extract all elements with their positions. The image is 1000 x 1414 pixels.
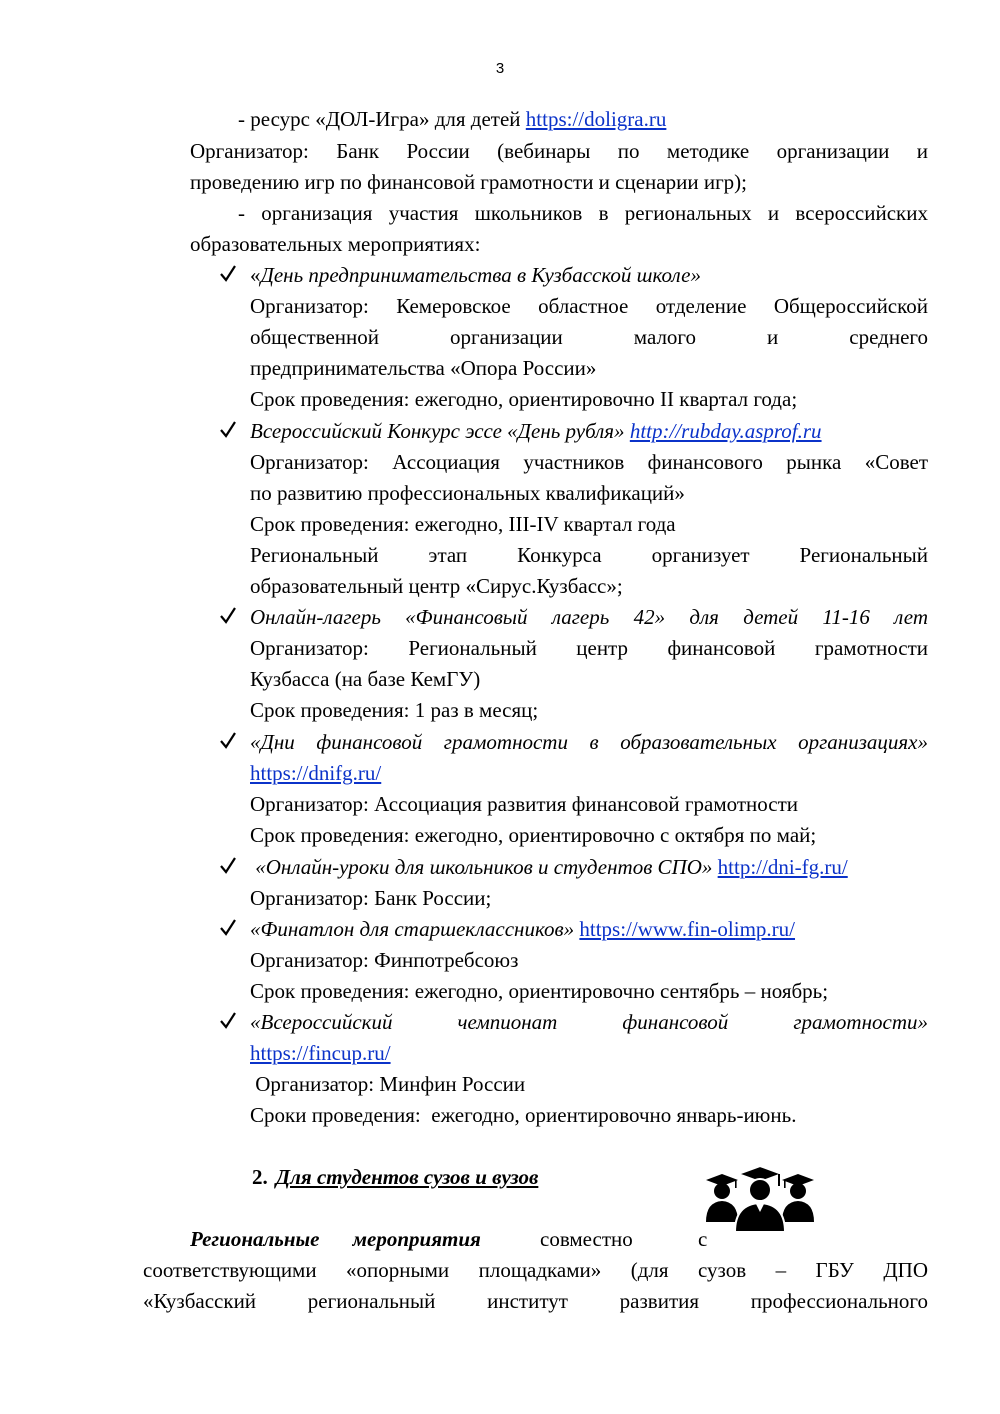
regional-line1 bbox=[190, 1224, 708, 1255]
item6-term: Срок проведения: ежегодно, ориентировочно сентябрь – ноябрь; bbox=[250, 979, 829, 1003]
item1-title-text: День предпринимательства в Кузбасской школе» bbox=[260, 263, 702, 287]
item5-org: Организатор: Банк России; bbox=[250, 886, 492, 910]
item2-link[interactable]: http://rubday.asprof.ru bbox=[629, 419, 822, 443]
item3-org-line1: Организатор: Региональный центр финансовой грамотности bbox=[250, 636, 928, 660]
item2-title-text: Всероссийский Конкурс эссе «День рубля» bbox=[250, 419, 625, 443]
checkmark-icon bbox=[220, 264, 236, 282]
section2-heading bbox=[252, 1162, 538, 1193]
org-bank-line1: Организатор: Банк России (вебинары по методике организации и bbox=[190, 139, 928, 163]
org-bank-line2: проведению игр по финансовой грамотности и сценарии игр); bbox=[190, 170, 748, 194]
checkmark-icon bbox=[220, 731, 236, 749]
item4-term: Срок проведения: ежегодно, ориентировочно с октября по май; bbox=[250, 823, 817, 847]
item3-title: Онлайн-лагерь «Финансовый лагерь 42» для детей 11-16 лет bbox=[250, 605, 928, 629]
regional-rest1: совместно с bbox=[540, 1227, 708, 1251]
checkmark-icon bbox=[220, 606, 236, 624]
item1-org-line2: общественной организации малого и среднего bbox=[250, 325, 928, 349]
item6-org: Организатор: Финпотребсоюз bbox=[250, 948, 519, 972]
item7-org: Организатор: Минфин России bbox=[250, 1072, 526, 1096]
item1-quote: « bbox=[250, 263, 261, 287]
item2-extra-line1: Региональный этап Конкурса организует Региональный bbox=[250, 543, 928, 567]
section2-title: Для студентов сузов и вузов bbox=[275, 1165, 539, 1189]
item5-title-text: «Онлайн-уроки для школьников и студентов СПО» bbox=[250, 855, 713, 879]
item4-link[interactable]: https://dnifg.ru/ bbox=[250, 761, 382, 785]
item2-title bbox=[250, 416, 822, 447]
page-number: 3 bbox=[495, 60, 505, 77]
item6-link[interactable]: https://www.fin-olimp.ru/ bbox=[579, 917, 796, 941]
item1-org-line1: Организатор: Кемеровское областное отделение Общероссийской bbox=[250, 294, 928, 318]
dol-link[interactable]: https://doligra.ru bbox=[525, 107, 667, 131]
checkmark-icon bbox=[220, 918, 236, 936]
item5-link[interactable]: http://dni-fg.ru/ bbox=[717, 855, 848, 879]
dol-text: - ресурс «ДОЛ-Игра» для детей bbox=[238, 107, 526, 131]
dol-resource-line bbox=[238, 104, 666, 135]
item2-extra-line2: образовательный центр «Сирус.Кузбасс»; bbox=[250, 574, 623, 598]
item6-title bbox=[250, 914, 795, 945]
item7-link-line bbox=[250, 1038, 391, 1069]
item3-org-line2: Кузбасса (на базе КемГУ) bbox=[250, 667, 481, 691]
item7-term: Сроки проведения: ежегодно, ориентировочно январь-июнь. bbox=[250, 1103, 797, 1127]
graduates-icon bbox=[702, 1166, 818, 1232]
checkmark-icon bbox=[220, 856, 236, 874]
regional-line2: соответствующими «опорными площадками» (для сузов – ГБУ ДПО bbox=[143, 1258, 928, 1282]
item2-org-line1: Организатор: Ассоциация участников финансового рынка «Совет bbox=[250, 450, 928, 474]
item4-link-line bbox=[250, 758, 381, 789]
item1-term: Срок проведения: ежегодно, ориентировочно II квартал года; bbox=[250, 387, 798, 411]
section2-number: 2. bbox=[252, 1165, 268, 1189]
checkmark-icon bbox=[220, 420, 236, 438]
item3-term: Срок проведения: 1 раз в месяц; bbox=[250, 698, 539, 722]
item7-link[interactable]: https://fincup.ru/ bbox=[250, 1041, 391, 1065]
item4-title: «Дни финансовой грамотности в образовательных организациях» bbox=[250, 730, 928, 754]
item4-org: Организатор: Ассоциация развития финансовой грамотности bbox=[250, 792, 799, 816]
regional-bold: Региональные мероприятия bbox=[190, 1227, 481, 1251]
participation-line1: - организация участия школьников в региональных и всероссийских bbox=[238, 201, 928, 225]
item1-title bbox=[250, 260, 701, 291]
item7-title: «Всероссийский чемпионат финансовой грамотности» bbox=[250, 1010, 928, 1034]
item5-title bbox=[250, 852, 848, 883]
item6-title-text: «Финатлон для старшеклассников» bbox=[250, 917, 575, 941]
regional-line3: «Кузбасский региональный институт развития профессионального bbox=[143, 1289, 928, 1313]
item2-term: Срок проведения: ежегодно, III-IV квартал года bbox=[250, 512, 676, 536]
checkmark-icon bbox=[220, 1011, 236, 1029]
item1-org-line3: предпринимательства «Опора России» bbox=[250, 356, 597, 380]
item2-org-line2: по развитию профессиональных квалификаций» bbox=[250, 481, 685, 505]
participation-line2: образовательных мероприятиях: bbox=[190, 232, 481, 256]
